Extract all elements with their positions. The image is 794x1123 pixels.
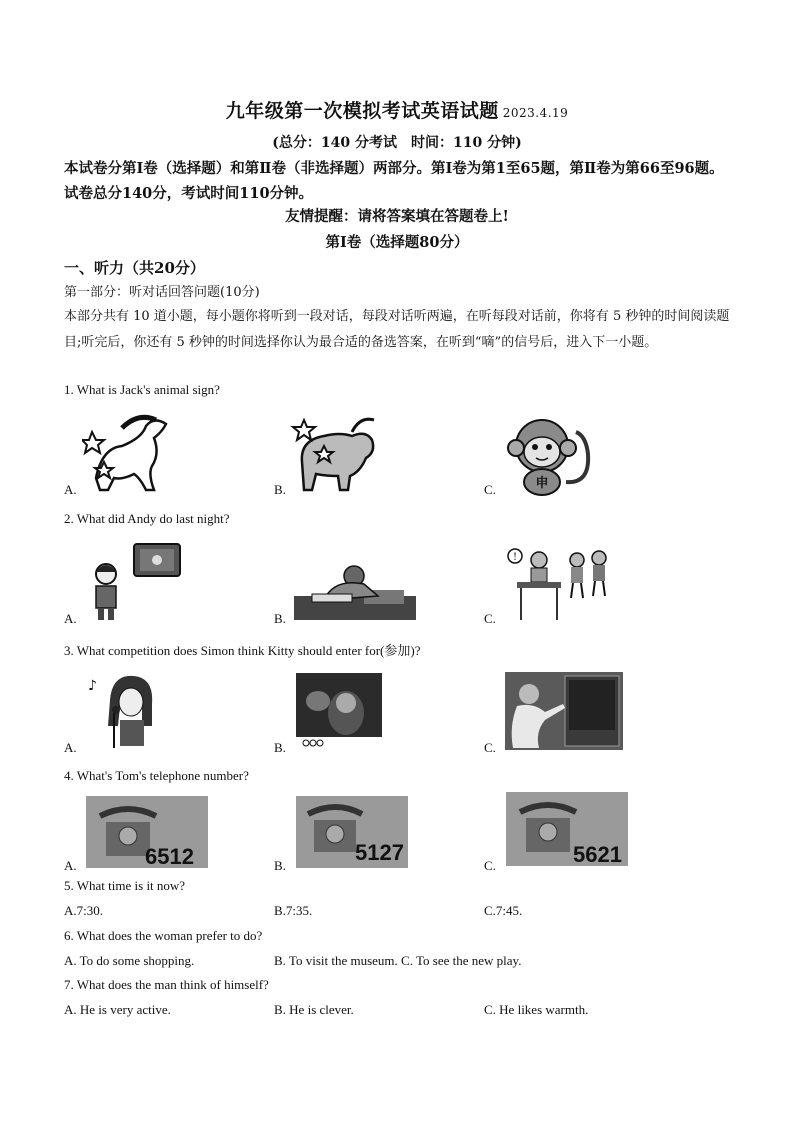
question-6: 6. What does the woman prefer to do? <box>64 928 263 943</box>
q5-option-a: A.7:30. <box>64 903 103 918</box>
q7-option-a: A. He is very active. <box>64 1002 171 1017</box>
reminder: 友情提醒：请将答案填在答题卷上! <box>285 208 509 225</box>
boy-tv-image <box>84 540 184 622</box>
monkey-image <box>504 414 594 496</box>
q7-option-b: B. He is clever. <box>274 1002 354 1017</box>
subpart-heading: 第一部分：听对话回答问题(10分) <box>64 285 260 300</box>
exam-intro: 本试卷分第Ⅰ卷（选择题）和第Ⅱ卷（非选择题）两部分。第Ⅰ卷为第1至65题，第Ⅱ卷为第66至96题。试卷总分140分，考试时间110分钟。 <box>64 160 724 202</box>
monkey-character: 申 <box>535 476 549 491</box>
phone-number-a: 6512 <box>145 844 194 868</box>
painting-image <box>505 672 623 750</box>
goat-image <box>82 408 174 500</box>
q6-option-a: A. To do some shopping. <box>64 953 195 968</box>
question-7: 7. What does the man think of himself? <box>64 977 269 992</box>
q4-option-b: B. <box>274 858 286 873</box>
svg-text:♪: ♪ <box>88 678 97 694</box>
svg-text:!: ! <box>512 552 518 563</box>
q2-option-c: C. <box>484 611 496 626</box>
q1-option-c: C. <box>484 482 496 497</box>
children-talking-image <box>505 546 613 622</box>
q5-option-b: B.7:35. <box>274 903 313 918</box>
phone-image-c <box>506 792 628 866</box>
title-text: 九年级第一次模拟考试英语试题 <box>225 100 499 122</box>
part-one-heading: 第Ⅰ卷（选择题80分） <box>325 234 469 251</box>
phone-number-c: 5621 <box>573 842 622 866</box>
phone-number-b: 5127 <box>355 840 404 865</box>
instructions: 本部分共有 10 道小题，每小题你将听到一段对话，每段对话听两遍，在听每段对话前，你将有 5 秒钟的时间阅读题目;听完后，你还有 5 秒钟的时间选择你认为最合适的备选答案，在听到“嘀”的信号后，进入下一小题。 <box>64 309 730 350</box>
q2-option-a: A. <box>64 611 77 626</box>
q3-option-c: C. <box>484 740 496 755</box>
question-4: 4. What's Tom's telephone number? <box>64 768 249 783</box>
q6-option-bc: B. To visit the museum. C. To see the new play. <box>274 953 522 968</box>
section-heading: 一、听力（共20分） <box>64 259 205 277</box>
q3-option-b: B. <box>274 740 286 755</box>
q5-option-c: C.7:45. <box>484 903 523 918</box>
phone-image-a <box>86 796 208 868</box>
exam-title <box>0 96 794 123</box>
q2-option-b: B. <box>274 611 286 626</box>
phone-image-b <box>296 796 408 868</box>
q4-option-a: A. <box>64 858 77 873</box>
question-1: 1. What is Jack's animal sign? <box>64 382 220 397</box>
ox-image <box>290 412 380 492</box>
q1-option-a: A. <box>64 482 77 497</box>
q7-option-c: C. He likes warmth. <box>484 1002 589 1017</box>
question-5: 5. What time is it now? <box>64 878 186 893</box>
exam-subtitle: (总分：140 分考试 时间：110 分钟) <box>272 135 522 151</box>
student-studying-image <box>294 560 416 620</box>
table-tennis-image <box>296 673 382 749</box>
q4-option-c: C. <box>484 858 496 873</box>
exam-date: 2023.4.19 <box>502 106 569 120</box>
q1-option-b: B. <box>274 482 286 497</box>
question-2: 2. What did Andy do last night? <box>64 511 230 526</box>
question-3: 3. What competition does Simon think Kitty should enter for(参加)? <box>64 643 421 658</box>
singing-girl-image <box>84 670 168 752</box>
q3-option-a: A. <box>64 740 77 755</box>
